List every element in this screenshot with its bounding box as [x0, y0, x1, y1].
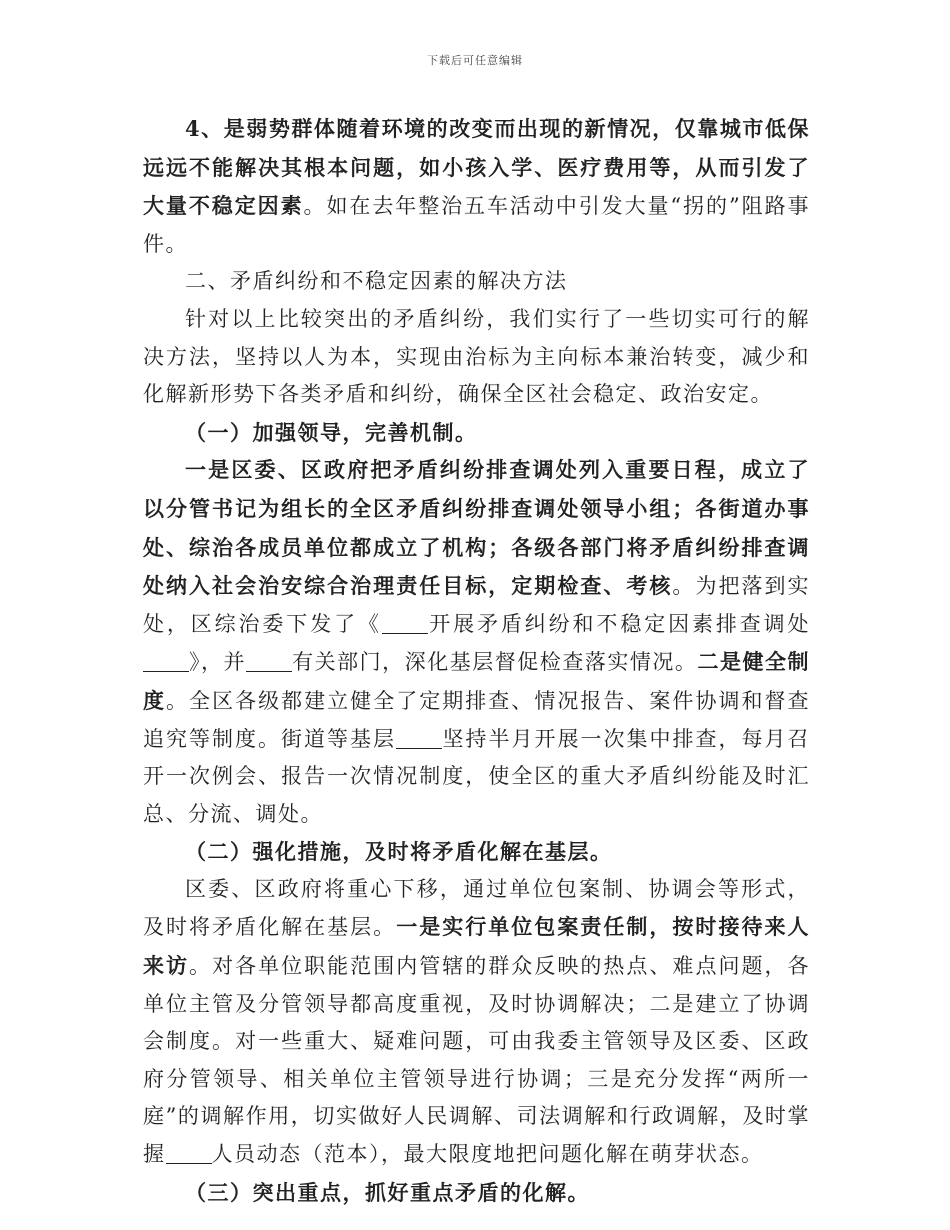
subsection-heading-1: （一）加强领导，完善机制。: [185, 419, 478, 445]
body-text: 》，并: [189, 650, 247, 675]
body-text: 。对各单位职能范围内管辖的群众反映的热点、难点问题，各单位主管及分管领导都高度重视，及时协调解决；二是建立了协调会制度。对一些重大、疑难问题，可由我委主管领导及区委、区政府分管领导、相关单位主管领导进行协调；三是充分发挥“两所一庭”的调解作用，切实做好人民调解、司法调解和行政调解，及时掌握: [143, 954, 811, 1167]
body-text: 人员动态（范本），最大限度地把问题化解在萌芽状态。: [211, 1142, 764, 1167]
bold-text: 二是健全制度: [143, 649, 811, 713]
body-text: 区委、区政府将重心下移，通过单位包案制、协调会等形式，及时将矛盾化解在基层。: [143, 876, 810, 940]
bold-text: 4、是弱势群体随着环境的改变而出现的新情况，仅靠城市低保远远不能解决其根本问题，如小孩入学、医疗费用等，从而引发了大量不稳定因素: [143, 116, 810, 219]
bold-text: 一是实行单位包案责任制，按时接待来人来访: [143, 914, 811, 979]
body-text: 开展矛盾纠纷和不稳定因素排查调处: [427, 611, 811, 636]
body-text: 。为把落到实处，区综治委下发了《: [143, 574, 811, 636]
blank-underline: [396, 727, 442, 749]
body-text: 坚持半月开展一次集中排查，每月召开一次例会、报告一次情况制度，使全区的重大矛盾纠纷能及时汇总、分流、调处。: [143, 726, 810, 826]
bold-text: 一是区委、区政府把矛盾纠纷排查调处列入重要日程，成立了以分管书记为组长的全区矛盾纠纷排查调处领导小组；各街道办事处、综治各成员单位都成立了机构；各级各部门将矛盾纠纷排查调处纳入社会治安综合治理责任目标，定期检查、考核: [143, 457, 810, 599]
paragraph-weak-groups: [143, 110, 810, 263]
section-heading: 二、矛盾纠纷和不稳定因素的解决方法: [185, 269, 568, 294]
blank-underline: [246, 650, 292, 672]
blank-underline: [166, 1142, 212, 1164]
paragraph-leadership: [143, 451, 810, 833]
body-text: 。全区各级都建立健全了定期排查、情况报告、案件协调和督查追究等制度。街道等基层: [143, 688, 811, 751]
page-header: 下载后可任意编辑: [427, 54, 523, 67]
paragraph-measures: [143, 871, 810, 1174]
subsection-heading-2: （二）强化措施，及时将矛盾化解在基层。: [185, 839, 613, 865]
document-body: [143, 110, 810, 1211]
blank-underline: [143, 650, 189, 672]
paragraph-intro: 针对以上比较突出的矛盾纠纷，我们实行了一些切实可行的解决方法，坚持以人为本，实现由治标为主向标本兼治转变，减少和化解新形势下各类矛盾和纠纷，确保全区社会稳定、政治安定。: [143, 306, 810, 407]
subsection-heading-3: （三）突出重点，抓好重点矛盾的化解。: [185, 1179, 590, 1205]
body-text: 。如在去年整治五车活动中引发大量“拐的”阻路事件。: [143, 194, 810, 256]
blank-underline: [382, 612, 428, 634]
body-text: 有关部门，深化基层督促检查落实情况。: [292, 650, 698, 675]
